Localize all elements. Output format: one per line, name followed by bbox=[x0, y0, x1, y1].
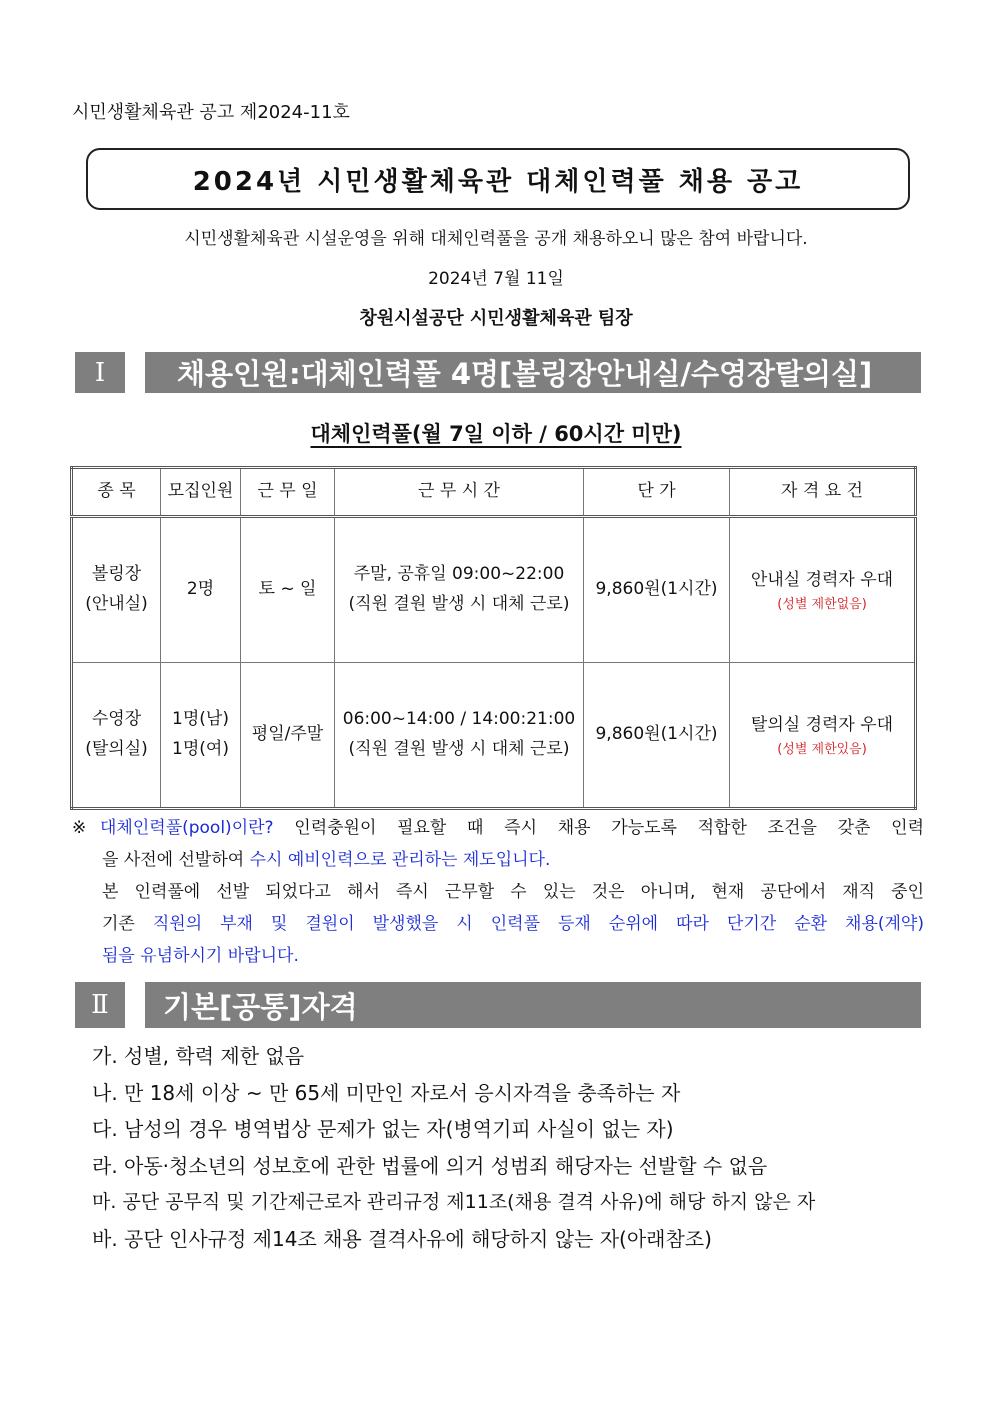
count-female: 1명(여) bbox=[172, 739, 229, 759]
page-title-box bbox=[86, 148, 910, 210]
field-sub: (탈의실) bbox=[85, 739, 148, 759]
section-2-title: 기본[공통]자격 bbox=[163, 989, 358, 1024]
table-header-row bbox=[72, 468, 916, 517]
field-name: 볼링장 bbox=[91, 564, 142, 585]
page-title: 2024년 시민생활체육관 대체인력풀 채용 공고 bbox=[192, 166, 804, 197]
header-field: 종 목 bbox=[72, 468, 161, 517]
note-highlight: 수시 예비인력으로 관리하는 제도입니다. bbox=[249, 850, 551, 870]
cell-count bbox=[161, 663, 241, 809]
note-line bbox=[72, 876, 924, 908]
note-highlight: 직원의 부재 및 결원이 발생했을 시 인력풀 등재 순위에 따라 단기간 순환 채용(계약) bbox=[152, 914, 924, 934]
note-highlight: 됨을 유념하시기 바랍니다. bbox=[102, 946, 299, 966]
count-male: 1명(남) bbox=[172, 709, 229, 730]
notice-number: 시민생활체육관 공고 제2024-11호 bbox=[72, 102, 350, 123]
basic-qualifications-list bbox=[92, 1038, 815, 1257]
qualification-text: 탈의실 경력자 우대 bbox=[750, 715, 894, 736]
cell-pay: 9,860원(1시간) bbox=[584, 517, 730, 663]
section-1-number: Ⅰ bbox=[75, 352, 125, 393]
cell-days: 토 ~ 일 bbox=[241, 517, 335, 663]
note-text: 본 인력풀에 선발 되었다고 해서 즉시 근무할 수 있는 것은 아니며, 현재 공단에서 재직 중인 bbox=[102, 882, 924, 902]
list-item: 마. 공단 공무직 및 기간제근로자 관리규정 제11조(채용 결격 사유)에 해당 하지 않은 자 bbox=[92, 1191, 816, 1213]
recruitment-table bbox=[70, 466, 917, 810]
list-item: 바. 공단 인사규정 제14조 채용 결격사유에 해당하지 않는 자(아래참조) bbox=[92, 1226, 712, 1251]
cell-pay: 9,860원(1시간) bbox=[584, 663, 730, 809]
list-item: 라. 아동·청소년의 성보호에 관한 법률에 의거 성범죄 해당자는 선발할 수 없음 bbox=[92, 1153, 768, 1178]
hours-note: (직원 결원 발생 시 대체 근로) bbox=[348, 739, 570, 759]
cell-hours bbox=[335, 663, 584, 809]
qualification-note: (성별 제한있음) bbox=[777, 741, 867, 757]
issuer: 창원시설공단 시민생활체육관 팀장 bbox=[359, 308, 633, 329]
pool-note bbox=[72, 812, 924, 972]
pool-subtitle bbox=[0, 418, 992, 448]
list-item: 다. 남성의 경우 병역법상 문제가 없는 자(병역기피 사실이 없는 자) bbox=[92, 1117, 674, 1141]
section-1-title: 채용인원:대체인력풀 4명[볼링장안내실/수영장탈의실] bbox=[177, 357, 873, 391]
note-line bbox=[72, 844, 924, 876]
header-pay: 단 가 bbox=[584, 468, 730, 517]
field-sub: (안내실) bbox=[85, 594, 148, 614]
header-qualification: 자 격 요 건 bbox=[730, 468, 916, 517]
header-days: 근 무 일 bbox=[241, 468, 335, 517]
note-definition-term: 대체인력풀(pool)이란? bbox=[100, 818, 274, 838]
qualification-text: 안내실 경력자 우대 bbox=[750, 570, 894, 591]
note-text: 을 사전에 선발하여 bbox=[102, 850, 250, 870]
cell-field bbox=[72, 517, 161, 663]
intro-text: 시민생활체육관 시설운영을 위해 대체인력풀을 공개 채용하오니 많은 참여 바랍니다. bbox=[184, 229, 808, 249]
cell-field bbox=[72, 663, 161, 809]
note-line bbox=[72, 940, 924, 972]
section-2-number: Ⅱ bbox=[75, 982, 125, 1028]
table-row bbox=[72, 663, 916, 809]
cell-qualification bbox=[730, 517, 916, 663]
pool-subtitle-text: 대체인력풀(월 7일 이하 / 60시간 미만) bbox=[310, 422, 682, 446]
note-text: 기존 bbox=[102, 914, 153, 934]
cell-count bbox=[161, 517, 241, 663]
header-hours: 근 무 시 간 bbox=[335, 468, 584, 517]
cell-days: 평일/주말 bbox=[241, 663, 335, 809]
section-2-title-bar bbox=[145, 982, 921, 1028]
hours-value: 06:00~14:00 / 14:00:21:00 bbox=[342, 709, 576, 730]
table-row bbox=[72, 517, 916, 663]
list-item: 가. 성별, 학력 제한 없음 bbox=[92, 1044, 305, 1068]
section-1-title-bar bbox=[145, 352, 921, 393]
note-definition-text: 인력충원이 필요할 때 즉시 채용 가능도록 적합한 조건을 갖춘 인력 bbox=[273, 818, 924, 838]
note-line bbox=[72, 908, 924, 940]
list-item: 나. 만 18세 이상 ~ 만 65세 미만인 자로서 응시자격을 충족하는 자 bbox=[92, 1080, 681, 1105]
notice-date: 2024년 7월 11일 bbox=[428, 269, 564, 289]
count-value: 2명 bbox=[186, 579, 215, 600]
field-name: 수영장 bbox=[91, 709, 142, 730]
cell-qualification bbox=[730, 663, 916, 809]
note-line bbox=[72, 812, 924, 844]
hours-note: (직원 결원 발생 시 대체 근로) bbox=[348, 594, 570, 614]
note-mark: ※ bbox=[72, 818, 87, 838]
qualification-note: (성별 제한없음) bbox=[777, 596, 867, 612]
header-count: 모집인원 bbox=[161, 468, 241, 517]
hours-value: 주말, 공휴일 09:00~22:00 bbox=[353, 564, 565, 585]
cell-hours bbox=[335, 517, 584, 663]
